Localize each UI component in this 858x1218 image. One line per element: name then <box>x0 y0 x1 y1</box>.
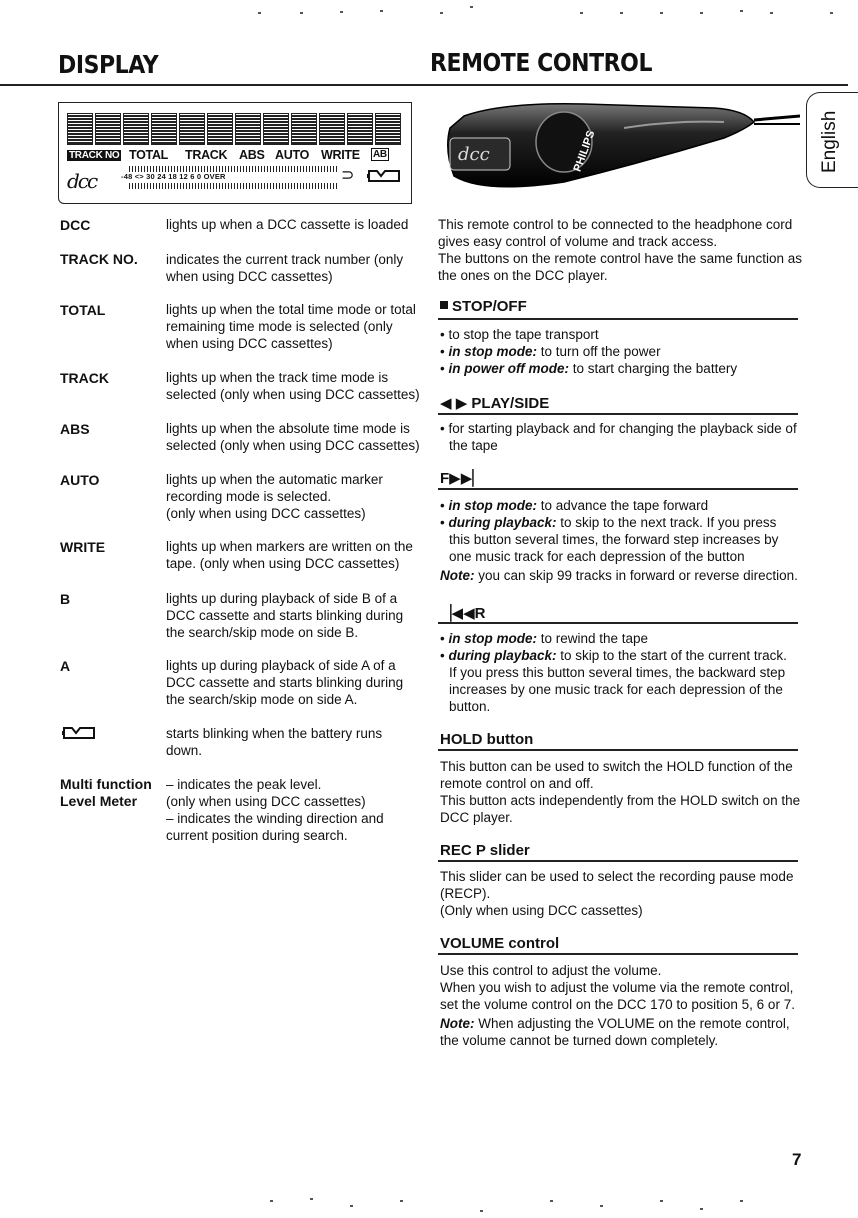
lcd-segment <box>347 113 373 145</box>
lcd-label: TOTAL <box>129 148 169 162</box>
desc-a: lights up during playback of side A of a DCC cassette and starts blinking during the search/skip mode on side A. <box>166 658 404 707</box>
play-side-items: • for starting playback and for changing the playback side of the tape <box>440 421 797 453</box>
term-track-no: TRACK NO. <box>60 251 138 267</box>
lcd-segment <box>375 113 401 145</box>
display-heading: DISPLAY <box>58 50 159 79</box>
desc-auto: lights up when the automatic marker recording mode is selected. (only when using DCC cassettes) <box>166 472 383 521</box>
lcd-label: WRITE <box>321 148 360 162</box>
direction-arrow-icon: ⊃ <box>341 167 355 184</box>
section-rule <box>438 622 798 624</box>
desc-battery: starts blinking when the battery runs down. <box>166 726 383 758</box>
battery-icon <box>367 167 401 183</box>
term-level-meter: Multi function Level Meter <box>60 776 152 809</box>
term-write: WRITE <box>60 539 106 555</box>
hold-heading: HOLD button <box>440 731 534 748</box>
desc-write: lights up when markers are written on the tape. (only when using DCC cassettes) <box>166 539 413 571</box>
hold-text: This button can be used to switch the HOLD function of the remote control on and off. This button acts independently from the HOLD switch on the DCC player. <box>440 759 801 825</box>
header-rule <box>0 84 848 86</box>
language-tab-label: English <box>819 110 840 173</box>
lcd-segment <box>95 113 121 145</box>
play-left-right-icon: ◀ ▶ <box>440 395 472 412</box>
dcc-logo: dcc <box>67 169 97 193</box>
level-meter-scale: -48 <> 30 24 18 12 6 0 OVER <box>121 172 226 181</box>
fast-forward-items: • in stop mode: to advance the tape forward • during playback: to skip to the next track. If you press this button several times, the forward step increases by one music track for each depression of the button Note: you can skip 99 tracks in forward or reverse direction. <box>440 498 798 583</box>
language-tab <box>806 92 858 188</box>
desc-total: lights up when the total time mode or total remaining time mode is selected (only when using DCC cassettes) <box>166 302 416 351</box>
remote-intro: This remote control to be connected to the headphone cord gives easy control of volume and track access. The buttons on the remote control have the same function as the ones on the DCC player. <box>438 217 802 283</box>
section-rule <box>438 488 798 490</box>
section-rule <box>438 749 798 751</box>
term-abs: ABS <box>60 421 90 437</box>
desc-abs: lights up when the absolute time mode is selected (only when using DCC cassettes) <box>166 421 420 453</box>
rewind-items: • in stop mode: to rewind the tape • during playback: to skip to the start of the current track. If you press this button several times, the backward step increases by one music track for each depression of the button. <box>440 631 787 714</box>
desc-track: lights up when the track time mode is selected (only when using DCC cassettes) <box>166 370 420 402</box>
lcd-display-diagram <box>58 102 412 204</box>
lcd-segment <box>319 113 345 145</box>
lcd-label: ABS <box>239 148 265 162</box>
lcd-segment <box>235 113 261 145</box>
lcd-segment <box>151 113 177 145</box>
stop-off-items: • to stop the tape transport • in stop mode: to turn off the power • in power off mode: to start charging the battery <box>440 327 738 376</box>
term-b: B <box>60 591 71 607</box>
volume-heading: VOLUME control <box>440 935 560 952</box>
term-auto: AUTO <box>60 472 100 488</box>
desc-track-no: indicates the current track number (only when using DCC cassettes) <box>166 252 404 284</box>
rewind-heading: ▕◀◀R <box>440 605 486 622</box>
remote-brand-label: PHILIPS <box>571 129 598 174</box>
desc-b: lights up during playback of side B of a DCC cassette and starts blinking during the search/skip mode on side B. <box>166 591 404 640</box>
lcd-label: AUTO <box>275 148 309 162</box>
fast-forward-heading: F▶▶▏ <box>440 470 484 487</box>
term-track: TRACK <box>60 370 109 386</box>
fast-forward-icon: ▶▶▏ <box>449 470 484 487</box>
level-meter-ticks-lower <box>129 183 339 189</box>
volume-text: Use this control to adjust the volume. When you wish to adjust the volume via the remote control, set the volume control on the DCC 170 to position 5, 6 or 7. Note: When adjusting the VOLUME on the remote control, the volume cannot be turned down completely. <box>440 963 795 1048</box>
lcd-segment <box>67 113 93 145</box>
section-rule <box>438 413 798 415</box>
recp-text: This slider can be used to select the recording pause mode (RECP). (Only when using DCC cassettes) <box>440 869 794 918</box>
page-number: 7 <box>792 1150 802 1169</box>
lcd-segment <box>291 113 317 145</box>
term-total: TOTAL <box>60 302 106 318</box>
term-dcc: DCC <box>60 217 91 233</box>
lcd-segment-row <box>67 113 401 145</box>
section-rule <box>438 318 798 320</box>
lcd-segment <box>207 113 233 145</box>
term-a: A <box>60 658 71 674</box>
desc-level-meter: – indicates the peak level. (only when using DCC cassettes) – indicates the winding direction and current position during search. <box>166 777 384 843</box>
section-rule <box>438 953 798 955</box>
stop-square-icon <box>440 301 448 309</box>
desc-dcc: lights up when a DCC cassette is loaded <box>166 217 409 232</box>
recp-heading: REC P slider <box>440 842 530 859</box>
lcd-segment <box>179 113 205 145</box>
remote-control-illustration <box>444 98 800 198</box>
rewind-icon: ▕◀◀ <box>440 605 475 622</box>
lcd-segment <box>123 113 149 145</box>
battery-icon <box>62 724 96 740</box>
remote-control-heading: REMOTE CONTROL <box>430 48 653 77</box>
play-side-heading: ◀ ▶ PLAY/SIDE <box>440 395 550 412</box>
lcd-ab-indicator: AB <box>373 149 387 160</box>
section-rule <box>438 860 798 862</box>
lcd-label: TRACK <box>185 148 228 162</box>
lcd-track-no-badge: TRACK NO <box>69 150 120 161</box>
stop-off-heading: STOP/OFF <box>440 298 527 315</box>
svg-text:dcc: dcc <box>458 144 490 165</box>
lcd-segment <box>263 113 289 145</box>
